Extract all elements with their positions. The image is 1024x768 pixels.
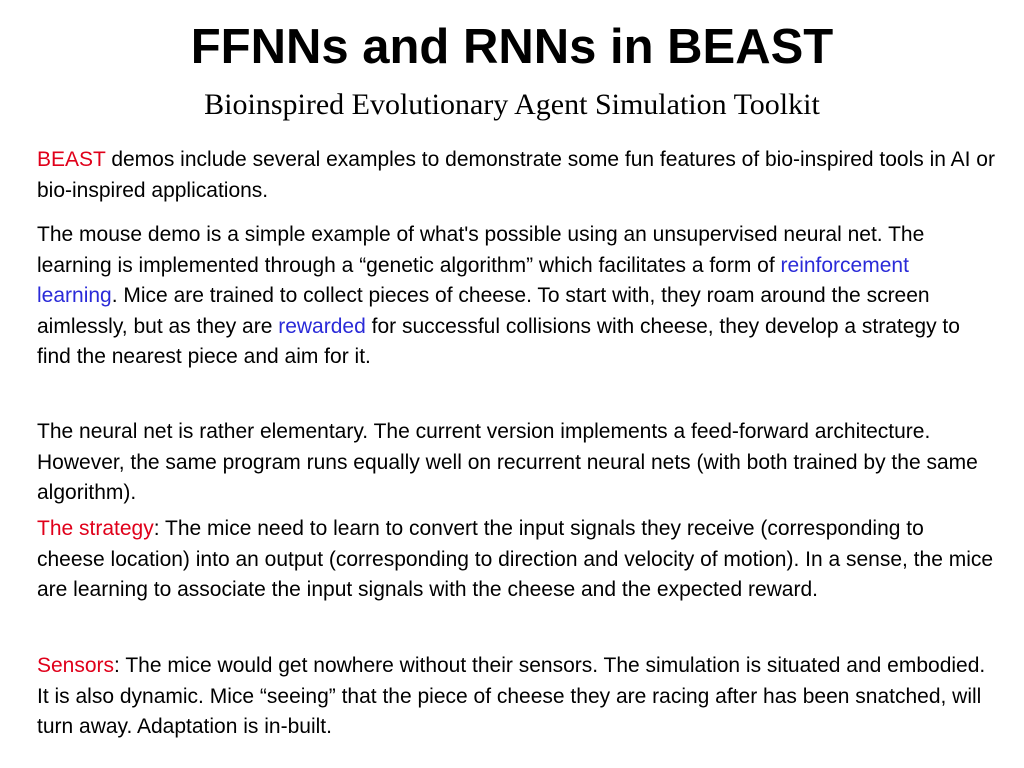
- slide-subtitle: Bioinspired Evolutionary Agent Simulation Toolkit: [204, 88, 820, 121]
- strategy-paragraph: [37, 514, 995, 606]
- mouse-demo-text-2: . Mice are trained to collect pieces of cheese. To start with, they roam around the screen aimlessly, but as they are: [37, 284, 930, 338]
- mouse-demo-text-3: for successful collisions with cheese, they develop a strategy to find the nearest piece and aim for it.: [37, 314, 960, 368]
- sensors-highlight: Sensors: [37, 654, 115, 677]
- mouse-demo-text-1: The mouse demo is a simple example of what's possible using an unsupervised neural net. The learning is implemented through a “genetic algorithm” which facilitates a form of: [37, 223, 925, 277]
- neural-net-paragraph: The neural net is rather elementary. The current version implements a feed-forward architecture. However, the same program runs equally well on recurrent neural nets (with both trained by the same algorithm).: [37, 420, 978, 504]
- intro-text: demos include several examples to demonstrate some fun features of bio-inspired tools in AI or bio-inspired applications.: [37, 148, 995, 202]
- mouse-demo-paragraph: [37, 220, 995, 373]
- reinforcement-learning-link[interactable]: reinforcement learning: [37, 253, 909, 307]
- sensors-text: : The mice would get nowhere without their sensors. The simulation is situated and embodied. It is also dynamic. Mice “seeing” that the piece of cheese they are racing after has been snatched, will turn away. Adaptation is in-built.: [37, 654, 986, 738]
- intro-paragraph: [37, 145, 995, 206]
- strategy-highlight: The strategy: [37, 517, 154, 540]
- strategy-text: : The mice need to learn to convert the input signals they receive (corresponding to cheese location) into an output (corresponding to direction and velocity of motion). In a sense, the mice are learning to associate the input signals with the cheese and the expected reward.: [37, 517, 994, 601]
- beast-highlight: BEAST: [37, 148, 106, 171]
- rewarded-link[interactable]: rewarded: [278, 314, 366, 338]
- slide-title: FFNNs and RNNs in BEAST: [190, 20, 834, 74]
- sensors-paragraph: [37, 651, 995, 743]
